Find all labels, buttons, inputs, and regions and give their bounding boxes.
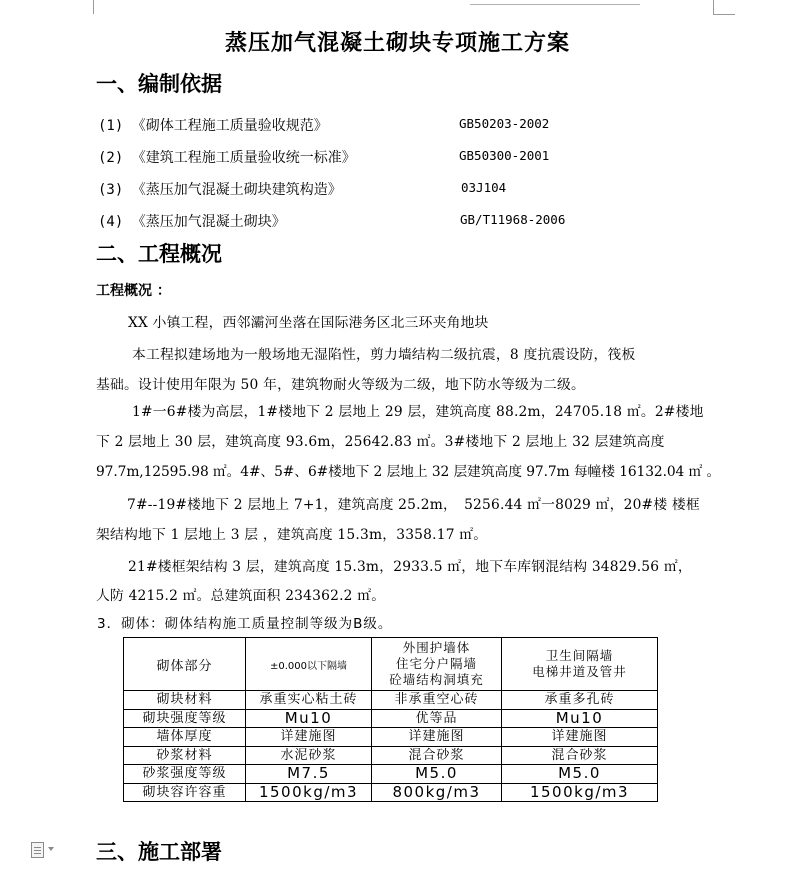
document-icon[interactable] [31,842,44,858]
table-header-row [124,638,658,691]
header-line [470,0,640,5]
table-row: 砂浆材料 水泥砂浆 混合砂浆 混合砂浆 [124,746,658,765]
reference-item-3: (3) 《蒸压加气混凝土砌块建筑构造》 [98,182,342,198]
paragraph-line: 人防 4215.2 ㎡。总建筑面积 234362.2 ㎡。 [96,588,386,604]
masonry-table [123,637,658,802]
reference-item-1: (1) 《砌体工程施工质量验收规范》 [98,118,328,134]
reference-code-3: 03J104 [461,180,507,195]
document-title: 蒸压加气混凝土砌块专项施工方案 [224,30,570,56]
paragraph-line: 基础。设计使用年限为 50 年，建筑物耐火等级为二级，地下防水等级为二级。 [96,377,586,393]
reference-code-4: GB/T11968-2006 [460,212,566,227]
sub-heading-overview: 工程概况 ： [96,283,171,299]
table-header-cell: 卫生间隔墙 电梯井道及管井 [502,638,658,691]
paragraph-line: 本工程拟建场地为一般场地无湿陷性，剪力墙结构二级抗震，8 度抗震设防，筏板 [132,347,636,363]
paragraph-line: 1#一6#楼为高层，1#楼地下 2 层地上 29 层，建筑高度 88.2m，24705.18 ㎡。2#楼地 [132,404,704,420]
page-corner-mark-right [713,0,714,14]
masonry-note: 3．砌体：砌体结构施工质量控制等级为B级。 [97,616,393,632]
chevron-down-icon[interactable] [48,847,54,851]
table-header-cell: ±0.000以下隔墙 [246,638,372,691]
paragraph-line: 21#楼框架结构 3 层，建筑高度 15.3m，2933.5 ㎡，地下车库钢混结构 34829.56 ㎡， [128,559,692,575]
paragraph-line: 下 2 层地上 30 层，建筑高度 93.6m，25642.83 ㎡。3#楼地下 2 层地上 32 层建筑高度 [96,434,665,450]
section-heading-basis: 一、编制依据 [96,71,222,96]
reference-code-1: GB50203-2002 [459,116,550,131]
page-corner-mark-left [93,0,94,14]
table-header-cell: 砌体部分 [124,638,246,691]
table-row: 砌块容许容重 1500kg/m3 800kg/m3 1500kg/m3 [124,783,658,802]
paragraph-line: 97.7m,12595.98 ㎡。4#、5#、6#楼地下 2 层地上 32 层建筑高度 97.7m 每幢楼 16132.04 ㎡ 。 [96,464,721,480]
section-heading-overview: 二、工程概况 [96,241,222,266]
reference-code-2: GB50300-2001 [459,148,550,163]
paragraph-line: XX 小镇工程，西邻灞河坐落在国际港务区北三环夹角地块 [128,315,489,331]
paragraph-line: 7#--19#楼地下 2 层地上 7+1，建筑高度 25.2m， 5256.44 ㎡一8029 ㎡，20#楼 楼框 [127,497,700,513]
paragraph-line: 架结构地下 1 层地上 3 层 ，建筑高度 15.3m，3358.17 ㎡。 [96,527,488,543]
section-heading-deployment: 三、施工部署 [96,839,222,864]
table-header-cell: 外围护墙体 住宅分户隔墙 砼墙结构洞填充 [372,638,502,691]
table-row: 砌块材料 承重实心粘土砖 非承重空心砖 承重多孔砖 [124,691,658,710]
reference-item-2: (2) 《建筑工程施工质量验收统一标准》 [98,150,356,166]
table-row: 墙体厚度 详建施图 详建施图 详建施图 [124,728,658,747]
page-corner-mark-right-horizontal [713,14,735,15]
table-row: 砌块强度等级 Mu10 优等品 Mu10 [124,709,658,728]
reference-item-4: (4) 《蒸压加气混凝土砌块》 [98,214,286,230]
table-row: 砂浆强度等级 M7.5 M5.0 M5.0 [124,765,658,784]
